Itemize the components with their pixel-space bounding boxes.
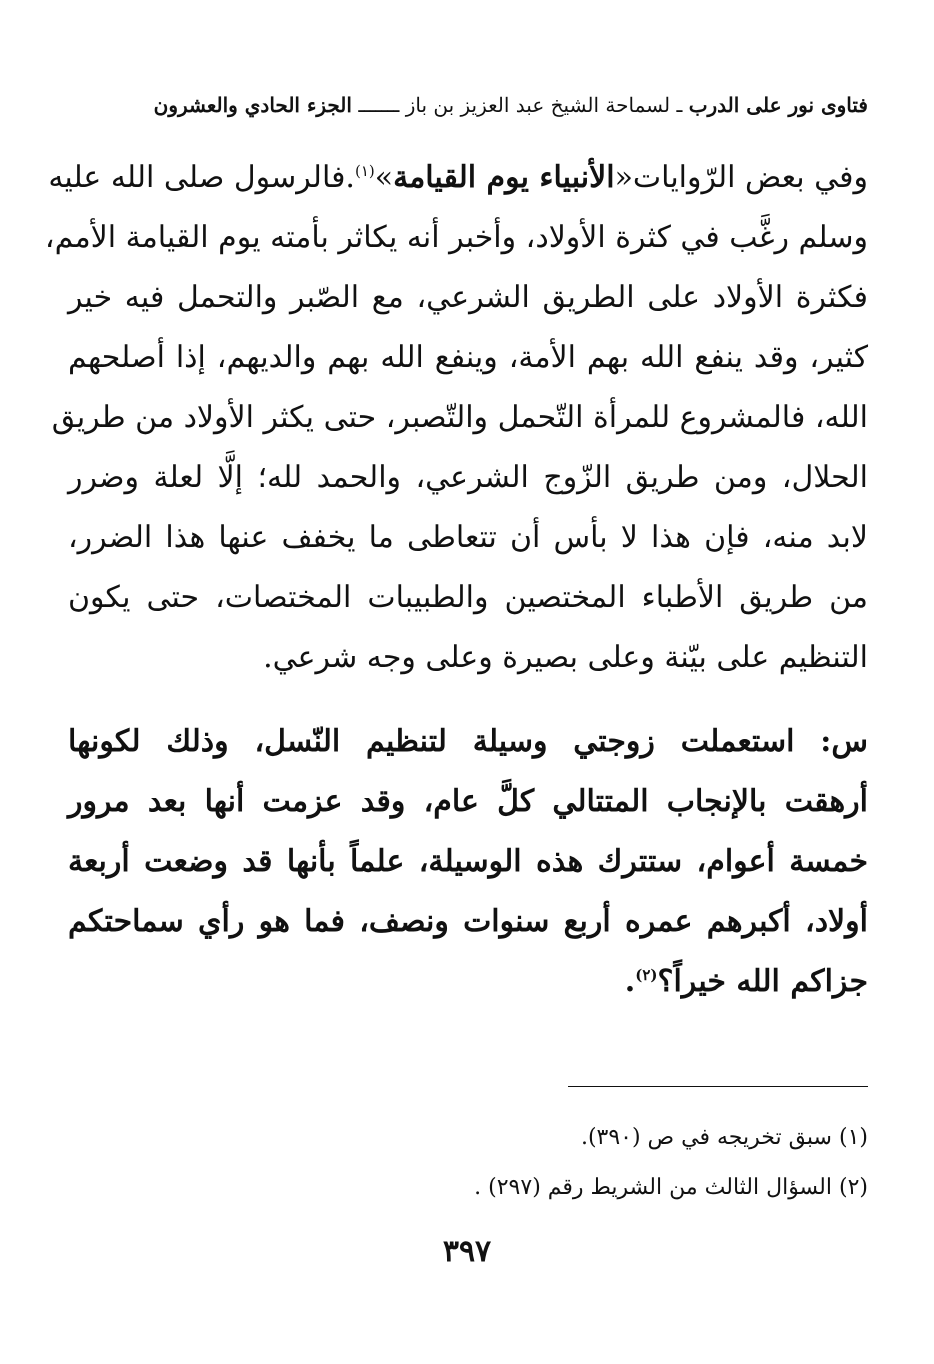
book-title: فتاوى نور على الدرب: [688, 93, 868, 117]
question-line-3: خمسة أعوام، ستترك هذه الوسيلة، علماً بأنها قد وضعت أربعة: [68, 844, 868, 879]
footnote-divider: [568, 1086, 868, 1087]
footnote-1: (١) سبق تخريجه في ص (٣٩٠).: [580, 1125, 868, 1150]
answer-line-9: التنظيم على بيّنة وعلى بصيرة وعلى وجه شرعي.: [263, 640, 868, 675]
question-text: جزاكم الله خيراً؟: [657, 964, 868, 999]
footnote-2: (٢) السؤال الثالث من الشريط رقم (٢٩٧) .: [474, 1175, 868, 1200]
running-header: [68, 88, 868, 122]
answer-line-3: فكثرة الأولاد على الطريق الشرعي، مع الصّبر والتحمل فيه خير: [68, 280, 868, 315]
answer-line-4: كثير، وقد ينفع الله بهم الأمة، وينفع الله بهم والديهم، إذا أصلحهم: [68, 340, 868, 375]
answer-line-1: [48, 148, 868, 208]
question-line-1: س: استعملت زوجتي وسيلة لتنظيم النّسل، وذلك لكونها: [68, 724, 868, 759]
author-name: لسماحة الشيخ عبد العزيز بن باز: [405, 93, 671, 117]
answer-line-8: من طريق الأطباء المختصين والطبيبات المختصات، حتى يكون: [68, 580, 868, 615]
header-separator: ـــــــ: [358, 93, 400, 117]
answer-text: .فالرسول صلى الله عليه: [48, 160, 355, 195]
answer-line-2: وسلم رغَّب في كثرة الأولاد، وأخبر أنه يكاثر بأمته يوم القيامة الأمم،: [44, 220, 868, 255]
question-line-4: أولاد، أكبرهم عمره أربع سنوات ونصف، فما هو رأي سماحتكم: [68, 904, 868, 939]
question-line-5: [68, 952, 868, 1012]
answer-quote-bold: الأنبياء يوم القيامة: [393, 160, 615, 195]
header-separator: ـ: [676, 93, 683, 117]
page-number: ٣٩٧: [442, 1234, 492, 1269]
answer-line-6: الحلال، ومن طريق الزّوج الشرعي، والحمد لله؛ إلَّا لعلة وضرر: [68, 460, 868, 495]
footnote-ref-1: (١): [354, 162, 375, 180]
answer-line-7: لابد منه، فإن هذا لا بأس أن تتعاطى ما يخفف عنها هذا الضرر،: [68, 520, 868, 555]
answer-text: وفي بعض الرّوايات«: [614, 160, 868, 195]
answer-text: »: [374, 160, 394, 195]
answer-line-5: الله، فالمشروع للمرأة التّحمل والتّصبر، حتى يكثر الأولاد من طريق: [51, 400, 868, 435]
volume-title: الجزء الحادي والعشرون: [153, 93, 352, 117]
question-text: .: [624, 964, 636, 999]
footnote-ref-2: (٢): [635, 966, 658, 984]
question-line-2: أرهقت بالإنجاب المتتالي كلَّ عام، وقد عزمت أنها بعد مرور: [68, 784, 868, 819]
